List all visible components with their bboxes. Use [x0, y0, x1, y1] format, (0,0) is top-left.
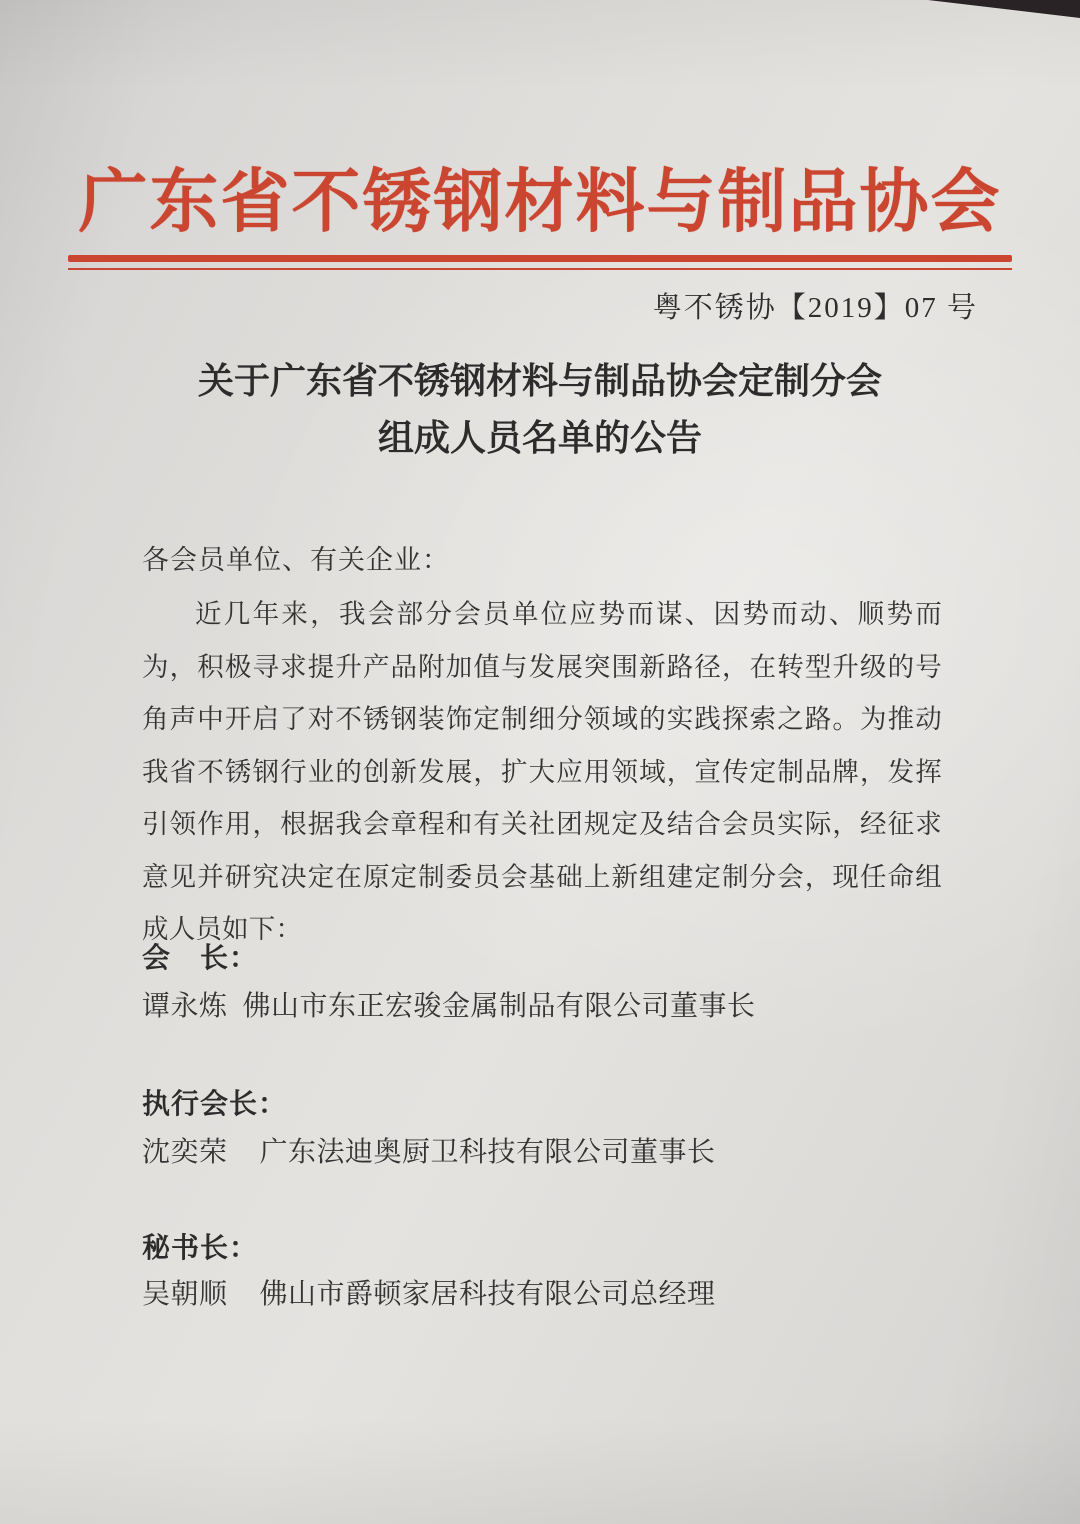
letterhead-org-name: 广东省不锈钢材料与制品协会	[78, 164, 1002, 240]
document-title-line2: 组成人员名单的公告	[377, 418, 702, 458]
body-paragraph: 近几年来，我会部分会员单位应势而谋、因势而动、顺势而为，积极寻求提升产品附加值与发展突围新路径，在转型升级的号角声中开启了对不锈钢装饰定制细分领域的实践探索之路。为推动我省不锈钢行业的创新发展，扩大应用领域，宣传定制品牌，发挥引领作用，根据我会章程和有关社团规定及结合会员实际，经征求意见并研究决定在原定制委员会基础上新组建定制分会，现任命组成人员如下：	[142, 599, 942, 944]
document-title-line1: 关于广东省不锈钢材料与制品协会定制分会	[197, 361, 882, 401]
paper-edge-shadow	[928, 0, 1080, 18]
person-name-executive-president: 沈奕荣	[142, 1137, 228, 1168]
person-line-executive-president	[142, 1130, 716, 1170]
person-line-secretary-general	[142, 1272, 716, 1312]
role-label-secretary-general: 秘书长：	[142, 1233, 259, 1264]
person-line-president	[142, 984, 756, 1024]
role-label-president: 会 长：	[142, 943, 259, 974]
person-title-secretary-general: 佛山市爵顿家居科技有限公司总经理	[259, 1279, 716, 1310]
person-title-president: 佛山市东正宏骏金属制品有限公司董事长	[242, 991, 756, 1022]
letterhead-rule-thick	[68, 255, 1012, 262]
person-name-secretary-general: 吴朝顺	[142, 1279, 228, 1310]
person-name-president: 谭永炼	[142, 991, 228, 1022]
document-title	[0, 353, 1080, 467]
letterhead-rule-thin	[68, 268, 1012, 270]
salutation: 各会员单位、有关企业：	[142, 545, 450, 575]
person-title-executive-president: 广东法迪奥厨卫科技有限公司董事长	[259, 1137, 716, 1168]
document-number: 粤不锈协【2019】07 号	[652, 292, 978, 324]
role-label-executive-president: 执行会长：	[142, 1089, 288, 1120]
